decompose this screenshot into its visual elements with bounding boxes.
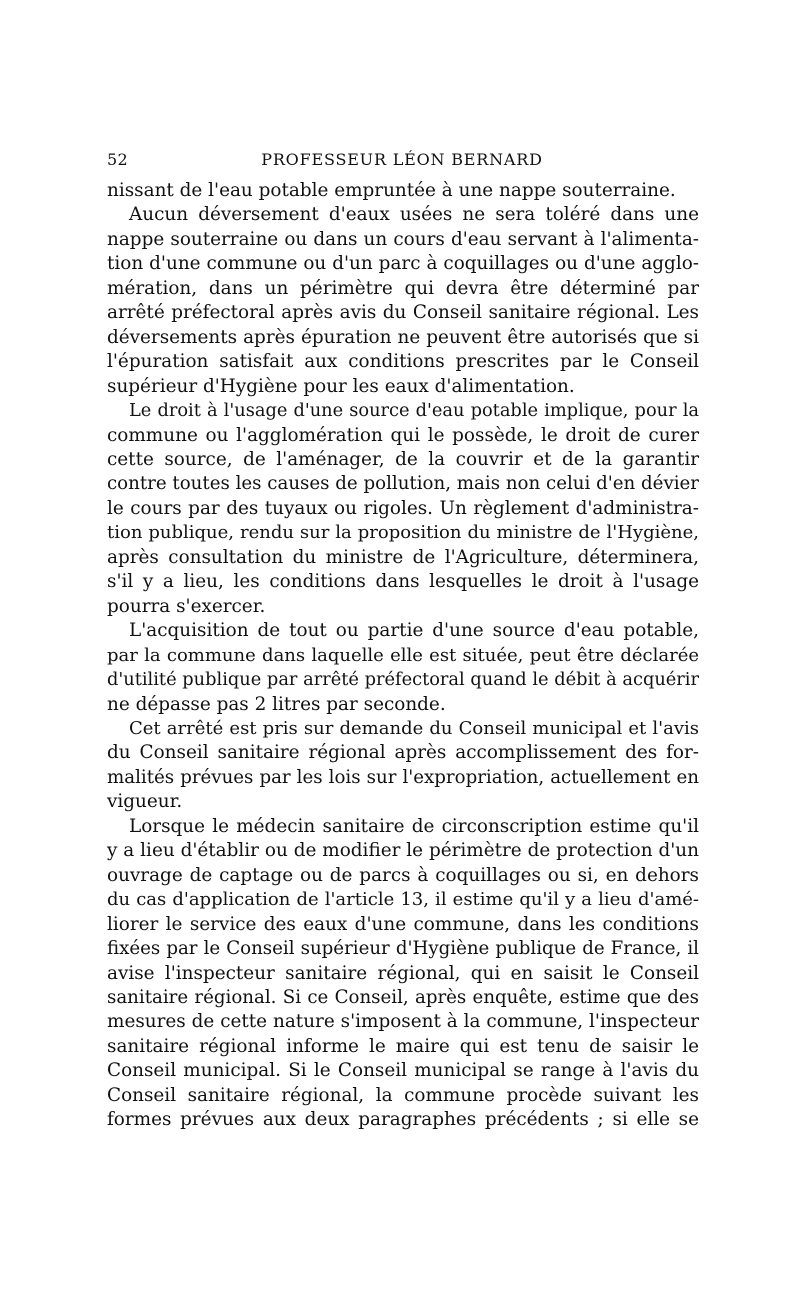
text-line: sanitaire régional informe le maire qui est tenu de saisir le bbox=[107, 1035, 699, 1057]
text-line: nappe souterraine ou dans un cours d'eau servant à l'alimenta- bbox=[107, 228, 699, 250]
text-line: tion publique, rendu sur la proposition du ministre de l'Hygiène, bbox=[107, 522, 699, 544]
text-line: L'acquisition de tout ou partie d'une source d'eau potable, bbox=[129, 620, 699, 642]
text-line: Le droit à l'usage d'une source d'eau potable implique, pour la bbox=[129, 400, 699, 422]
text-line: l'épuration satisfait aux conditions prescrites par le Conseil bbox=[107, 351, 699, 373]
paragraph-1 bbox=[107, 179, 699, 203]
text-line: vigueur. bbox=[107, 791, 183, 813]
text-line: du Conseil sanitaire régional après accomplissement des for- bbox=[107, 742, 699, 764]
text-line: formes prévues aux deux paragraphes précédents ; si elle se bbox=[107, 1109, 699, 1131]
text-line: Conseil municipal. Si le Conseil municipal se range à l'avis du bbox=[107, 1060, 699, 1082]
paragraph-5 bbox=[107, 717, 699, 815]
text-line: supérieur d'Hygiène pour les eaux d'alimentation. bbox=[107, 375, 575, 397]
text-line: ouvrage de captage ou de parcs à coquillages ou si, en dehors bbox=[107, 864, 699, 886]
text-line: y a lieu d'établir ou de modifier le périmètre de protection d'un bbox=[107, 840, 699, 862]
paragraph-3 bbox=[107, 399, 699, 619]
paragraph-4 bbox=[107, 619, 699, 717]
running-head bbox=[107, 150, 697, 174]
text-line: commune ou l'agglomération qui le possède, le droit de curer bbox=[107, 424, 699, 446]
text-line: Lorsque le médecin sanitaire de circonscription estime qu'il bbox=[129, 815, 699, 837]
text-line: pourra s'exercer. bbox=[107, 595, 266, 617]
text-line: mesures de cette nature s'imposent à la commune, l'inspecteur bbox=[107, 1011, 699, 1033]
text-line: avise l'inspecteur sanitaire régional, qui en saisit le Conseil bbox=[107, 962, 699, 984]
running-title: PROFESSEUR LÉON BERNARD bbox=[261, 150, 543, 169]
text-line: contre toutes les causes de pollution, mais non celui d'en dévier bbox=[107, 473, 699, 495]
text-line: liorer le service des eaux d'une commune, dans les conditions bbox=[107, 913, 699, 935]
body-text bbox=[107, 179, 699, 1133]
text-line: s'il y a lieu, les conditions dans lesquelles le droit à l'usage bbox=[107, 571, 699, 593]
text-line: Aucun déversement d'eaux usées ne sera toléré dans une bbox=[129, 204, 699, 226]
text-line: ne dépasse pas 2 litres par seconde. bbox=[107, 693, 446, 715]
text-line: Conseil sanitaire régional, la commune procède suivant les bbox=[107, 1084, 699, 1106]
text-line: tion d'une commune ou d'un parc à coquillages ou d'une agglo- bbox=[107, 253, 699, 275]
text-line: d'utilité publique par arrêté préfectoral quand le débit à acquérir bbox=[107, 669, 699, 691]
text-line: déversements après épuration ne peuvent être autorisés que si bbox=[107, 326, 699, 348]
text-line: cette source, de l'aménager, de la couvrir et de la garantir bbox=[107, 448, 699, 470]
text-line: sanitaire régional. Si ce Conseil, après enquête, estime que des bbox=[107, 986, 699, 1008]
text-line: malités prévues par les lois sur l'expropriation, actuellement en bbox=[107, 766, 699, 788]
text-line: mération, dans un périmètre qui devra être déterminé par bbox=[107, 277, 699, 299]
paragraph-6 bbox=[107, 815, 699, 1133]
text-line: fixées par le Conseil supérieur d'Hygiène publique de France, il bbox=[107, 938, 699, 960]
text-line: du cas d'application de l'article 13, il estime qu'il y a lieu d'amé- bbox=[107, 889, 699, 911]
paragraph-2 bbox=[107, 203, 699, 399]
text-line: nissant de l'eau potable empruntée à une nappe souterraine. bbox=[107, 180, 676, 201]
text-line: après consultation du ministre de l'Agriculture, déterminera, bbox=[107, 546, 699, 568]
text-line: arrêté préfectoral après avis du Conseil sanitaire régional. Les bbox=[107, 302, 699, 324]
text-line: par la commune dans laquelle elle est située, peut être déclarée bbox=[107, 644, 699, 666]
text-line: Cet arrêté est pris sur demande du Conseil municipal et l'avis bbox=[129, 717, 699, 739]
text-line: le cours par des tuyaux ou rigoles. Un règlement d'administra- bbox=[107, 497, 699, 519]
page-number: 52 bbox=[107, 150, 128, 169]
